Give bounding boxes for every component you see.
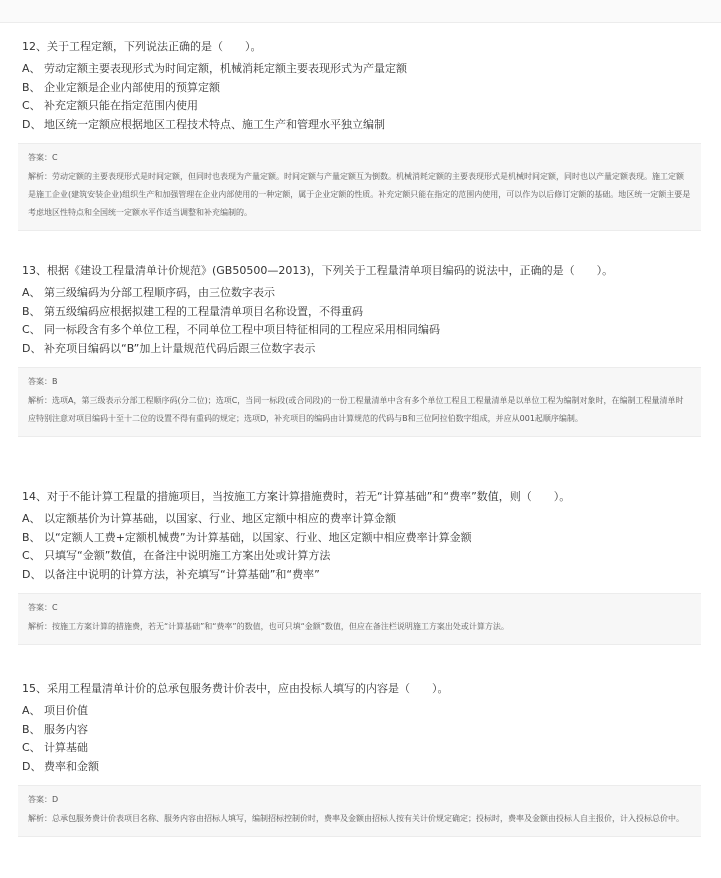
option-b[interactable]: B、 第五级编码应根据拟建工程的工程量清单项目名称设置，不得重码 (22, 304, 363, 318)
question-14 (22, 488, 712, 645)
option-a[interactable]: A、 以定额基价为计算基础，以国家、行业、地区定额中相应的费率计算金额 (22, 512, 396, 525)
explanation-text: 解析：选项A，第三级表示分部工程顺序码(分二位)；选项C，当同一标段(或合同段)的一份工程量清单中含有多个单位工程且工程量清单是以单位工程为编制对象时，在编制工程量清单时应特别注意对项目编码十至十二位的设置不得有重码的规定；选项D，补充项目的编码由计算规范的代码与B和三位阿拉伯数字组成，并应从001起顺序编制。 (28, 396, 684, 423)
explanation-text: 解析：按施工方案计算的措施费，若无“计算基础”和“费率”的数值，也可只填“金额”数值，但应在备注栏说明施工方案出处或计算方法。 (28, 622, 509, 631)
question-15 (22, 680, 712, 837)
answer-label: 答案：C (28, 153, 58, 162)
question-title: 15、采用工程量清单计价的总承包服务费计价表中，应由投标人填写的内容是（ ）。 (22, 682, 449, 695)
answer-box (18, 143, 701, 231)
explanation-text: 解析：总承包服务费计价表项目名称、服务内容由招标人填写，编制招标控制价时，费率及金额由招标人按有关计价规定确定；投标时，费率及金额由投标人自主报价，计入投标总价中。 (28, 814, 684, 823)
option-d[interactable]: D、 地区统一定额应根据地区工程技术特点、施工生产和管理水平独立编制 (22, 117, 385, 131)
option-a[interactable]: A、 第三级编码为分部工程顺序码，由三位数字表示 (22, 286, 275, 299)
option-b[interactable]: B、 以“定额人工费+定额机械费”为计算基础，以国家、行业、地区定额中相应费率计算金额 (22, 530, 472, 544)
question-12 (22, 38, 712, 231)
option-c[interactable]: C、 只填写“金额”数值，在备注中说明施工方案出处或计算方法 (22, 549, 331, 562)
answer-box (18, 785, 701, 837)
previous-section-edge (0, 0, 721, 23)
option-d[interactable]: D、 以备注中说明的计算方法，补充填写“计算基础”和“费率” (22, 567, 320, 581)
option-a[interactable]: A、 项目价值 (22, 704, 88, 717)
option-b[interactable]: B、 服务内容 (22, 722, 88, 736)
question-title: 13、根据《建设工程量清单计价规范》(GB50500—2013)，下列关于工程量清单项目编码的说法中，正确的是（ ）。 (22, 264, 614, 277)
answer-box (18, 367, 701, 437)
option-c[interactable]: C、 计算基础 (22, 741, 88, 754)
option-a[interactable]: A、 劳动定额主要表现形式为时间定额，机械消耗定额主要表现形式为产量定额 (22, 62, 407, 75)
option-d[interactable]: D、 费率和金额 (22, 759, 99, 773)
option-c[interactable]: C、 同一标段含有多个单位工程，不同单位工程中项目特征相同的工程应采用相同编码 (22, 323, 440, 336)
option-d[interactable]: D、 补充项目编码以“B”加上计量规范代码后跟三位数字表示 (22, 341, 316, 355)
question-title: 12、关于工程定额，下列说法正确的是（ ）。 (22, 40, 262, 53)
explanation-text: 解析：劳动定额的主要表现形式是时间定额，但同时也表现为产量定额。时间定额与产量定额互为倒数。机械消耗定额的主要表现形式是机械时间定额，同时也以产量定额表现。施工定额是施工企业(建筑安装企业)组织生产和加强管理在企业内部使用的一种定额，属于企业定额的性质。补充定额只能在指定的范围内使用，可以作为以后修订定额的基础。地区统一定额主要是考虑地区性特点和全国统一定额水平作适当调整和补充编制的。 (28, 172, 691, 217)
answer-label: 答案：C (28, 603, 58, 612)
answer-label: 答案：D (28, 795, 59, 804)
option-b[interactable]: B、 企业定额是企业内部使用的预算定额 (22, 80, 220, 94)
answer-label: 答案：B (28, 377, 58, 386)
question-13 (22, 262, 712, 437)
question-title: 14、对于不能计算工程量的措施项目，当按施工方案计算措施费时，若无“计算基础”和“费率”数值，则（ ）。 (22, 490, 571, 503)
option-c[interactable]: C、 补充定额只能在指定范围内使用 (22, 99, 198, 112)
answer-box (18, 593, 701, 645)
